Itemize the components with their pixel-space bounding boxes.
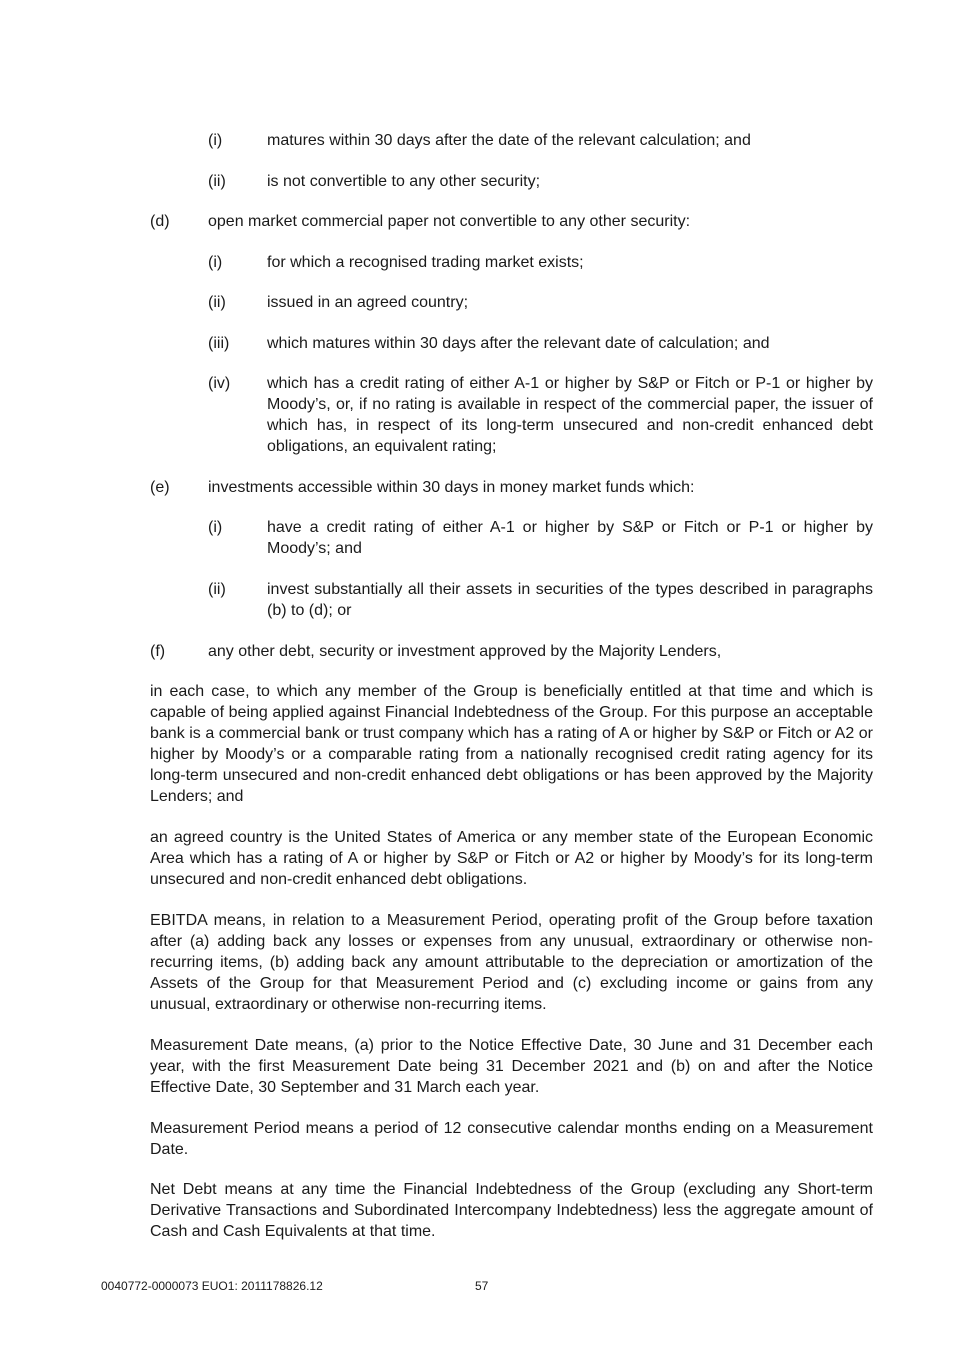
list-item-text: issued in an agreed country;	[267, 294, 469, 311]
list-item-number: (i)	[208, 132, 223, 149]
footer-document-reference: 0040772-0000073 EUO1: 2011178826.12	[101, 1279, 323, 1293]
paragraph-agreed-country: an agreed country is the United States of America or any member state of the European Economic Area which has a rating of A or higher by S&P or Fitch or A2 or higher by Moody’s for its long-term unsecured and non-credit enhanced debt obligations.	[150, 829, 873, 888]
paragraph-measurement-period: Measurement Period means a period of 12 consecutive calendar months ending on a Measurement Date.	[150, 1120, 873, 1158]
list-item-number: (ii)	[208, 294, 226, 311]
paragraph-ebitda: EBITDA means, in relation to a Measurement Period, operating profit of the Group before taxation after (a) adding back any losses or expenses from any unusual, extraordinary or otherwise non-recurring items, (b) adding back any amount attributable to the depreciation or amortization of the Assets of the Group for that Measurement Period and (c) excluding income or gains from any unusual, extraordinary or otherwise non-recurring items.	[150, 912, 873, 1013]
list-item-number: (i)	[208, 519, 223, 536]
list-item-number: (d)	[150, 213, 170, 230]
list-item-text: invest substantially all their assets in securities of the types described in paragraphs (b) to (d); or	[267, 581, 873, 619]
list-item-text: have a credit rating of either A-1 or higher by S&P or Fitch or P-1 or higher by Moody’s; and	[267, 519, 873, 557]
list-item-number: (ii)	[208, 581, 226, 598]
list-item-number: (iii)	[208, 335, 230, 352]
list-item-text: for which a recognised trading market exists;	[267, 254, 584, 271]
page-number: 57	[475, 1279, 489, 1293]
list-item-text: any other debt, security or investment approved by the Majority Lenders,	[208, 643, 722, 660]
list-item-number: (ii)	[208, 173, 226, 190]
list-item-text: is not convertible to any other security;	[267, 173, 541, 190]
list-item-text: which matures within 30 days after the relevant date of calculation; and	[267, 335, 770, 352]
list-item-text: investments accessible within 30 days in money market funds which:	[208, 479, 695, 496]
list-item-number: (e)	[150, 479, 170, 496]
list-item-number: (f)	[150, 643, 166, 660]
list-item-text: which has a credit rating of either A-1 or higher by S&P or Fitch or P-1 or higher by Moody’s, or, if no rating is available in respect of the commercial paper, the issuer of which has, in respect of its long-term unsecured and non-credit enhanced debt obligations, an equivalent rating;	[267, 375, 873, 455]
list-item-text: open market commercial paper not convertible to any other security:	[208, 213, 691, 230]
list-item-number: (i)	[208, 254, 223, 271]
paragraph-net-debt: Net Debt means at any time the Financial Indebtedness of the Group (excluding any Short-term Derivative Transactions and Subordinated Intercompany Indebtedness) less the aggregate amount of Cash and Cash Equivalents at that time.	[150, 1181, 873, 1240]
list-item-number: (iv)	[208, 375, 231, 392]
paragraph-in-each-case: in each case, to which any member of the Group is beneficially entitled at that time and which is capable of being applied against Financial Indebtedness of the Group. For this purpose an acceptable bank is a commercial bank or trust company which has a rating of A or higher by S&P or Fitch or A2 or higher by Moody’s or a comparable rating from a nationally recognised credit rating agency for its long-term unsecured and non-credit enhanced debt obligations or has been approved by the Majority Lenders; and	[150, 683, 873, 805]
list-item-text: matures within 30 days after the date of the relevant calculation; and	[267, 132, 751, 149]
paragraph-measurement-date: Measurement Date means, (a) prior to the Notice Effective Date, 30 June and 31 December each year, with the first Measurement Date being 31 December 2021 and (b) on and after the Notice Effective Date, 30 September and 31 March each year.	[150, 1037, 873, 1096]
